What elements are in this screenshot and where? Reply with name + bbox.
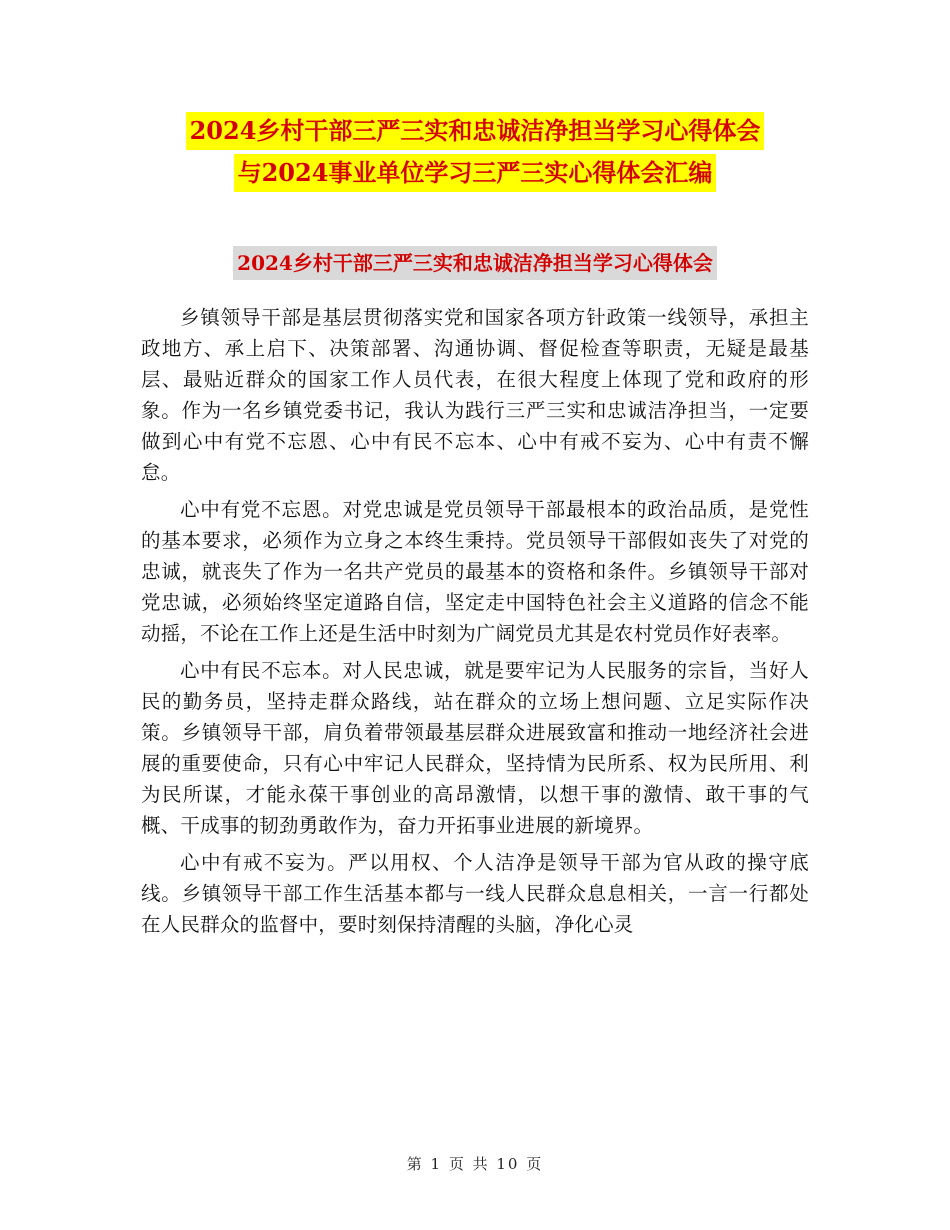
section-heading-text: 2024乡村干部三严三实和忠诚洁净担当学习心得体会 — [233, 246, 717, 280]
paragraph-people: 心中有民不忘本。对人民忠诚，就是要牢记为人民服务的宗旨，当好人民的勤务员，坚持走群众路线，站在群众的立场上想问题、立足实际作决策。乡镇领导干部，肩负着带领最基层群众进展致富和推动一地经济社会进展的重要使命，只有心中牢记人民群众，坚持情为民所系、权为民所用、利为民所谋，才能永葆干事创业的高昂激情，以想干事的激情、敢干事的气概、干成事的韧劲勇敢作为，奋力开拓事业进展的新境界。 — [141, 659, 809, 837]
document-title-line-1: 2024乡村干部三严三实和忠诚洁净担当学习心得体会 — [186, 112, 765, 150]
document-title-line-2: 与2024事业单位学习三严三实心得体会汇编 — [234, 154, 717, 192]
paragraph-intro: 乡镇领导干部是基层贯彻落实党和国家各项方针政策一线领导，承担主政地方、承上启下、决策部署、沟通协调、督促检查等职责，无疑是最基层、最贴近群众的国家工作人员代表，在很大程度上体现了党和政府的形象。作为一名乡镇党委书记，我认为践行三严三实和忠诚洁净担当，一定要做到心中有党不忘恩、心中有民不忘本、心中有戒不妄为、心中有责不懈怠。 — [141, 306, 809, 484]
document-title — [0, 112, 950, 192]
section-heading — [0, 246, 950, 280]
page-footer: 第 1 页 共 10 页 — [406, 1155, 544, 1173]
body-text — [141, 302, 809, 946]
paragraph-party: 心中有党不忘恩。对党忠诚是党员领导干部最根本的政治品质，是党性的基本要求，必须作为立身之本终生秉持。党员领导干部假如丧失了对党的忠诚，就丧失了作为一名共产党员的最基本的资格和条件。乡镇领导干部对党忠诚，必须始终坚定道路自信，坚定走中国特色社会主义道路的信念不能动摇，不论在工作上还是生活中时刻为广阔党员尤其是农村党员作好表率。 — [141, 498, 809, 645]
paragraph-discipline: 心中有戒不妄为。严以用权、个人洁净是领导干部为官从政的操守底线。乡镇领导干部工作生活基本都与一线人民群众息息相关，一言一行都处在人民群众的监督中，要时刻保持清醒的头脑，净化心灵 — [141, 851, 809, 936]
